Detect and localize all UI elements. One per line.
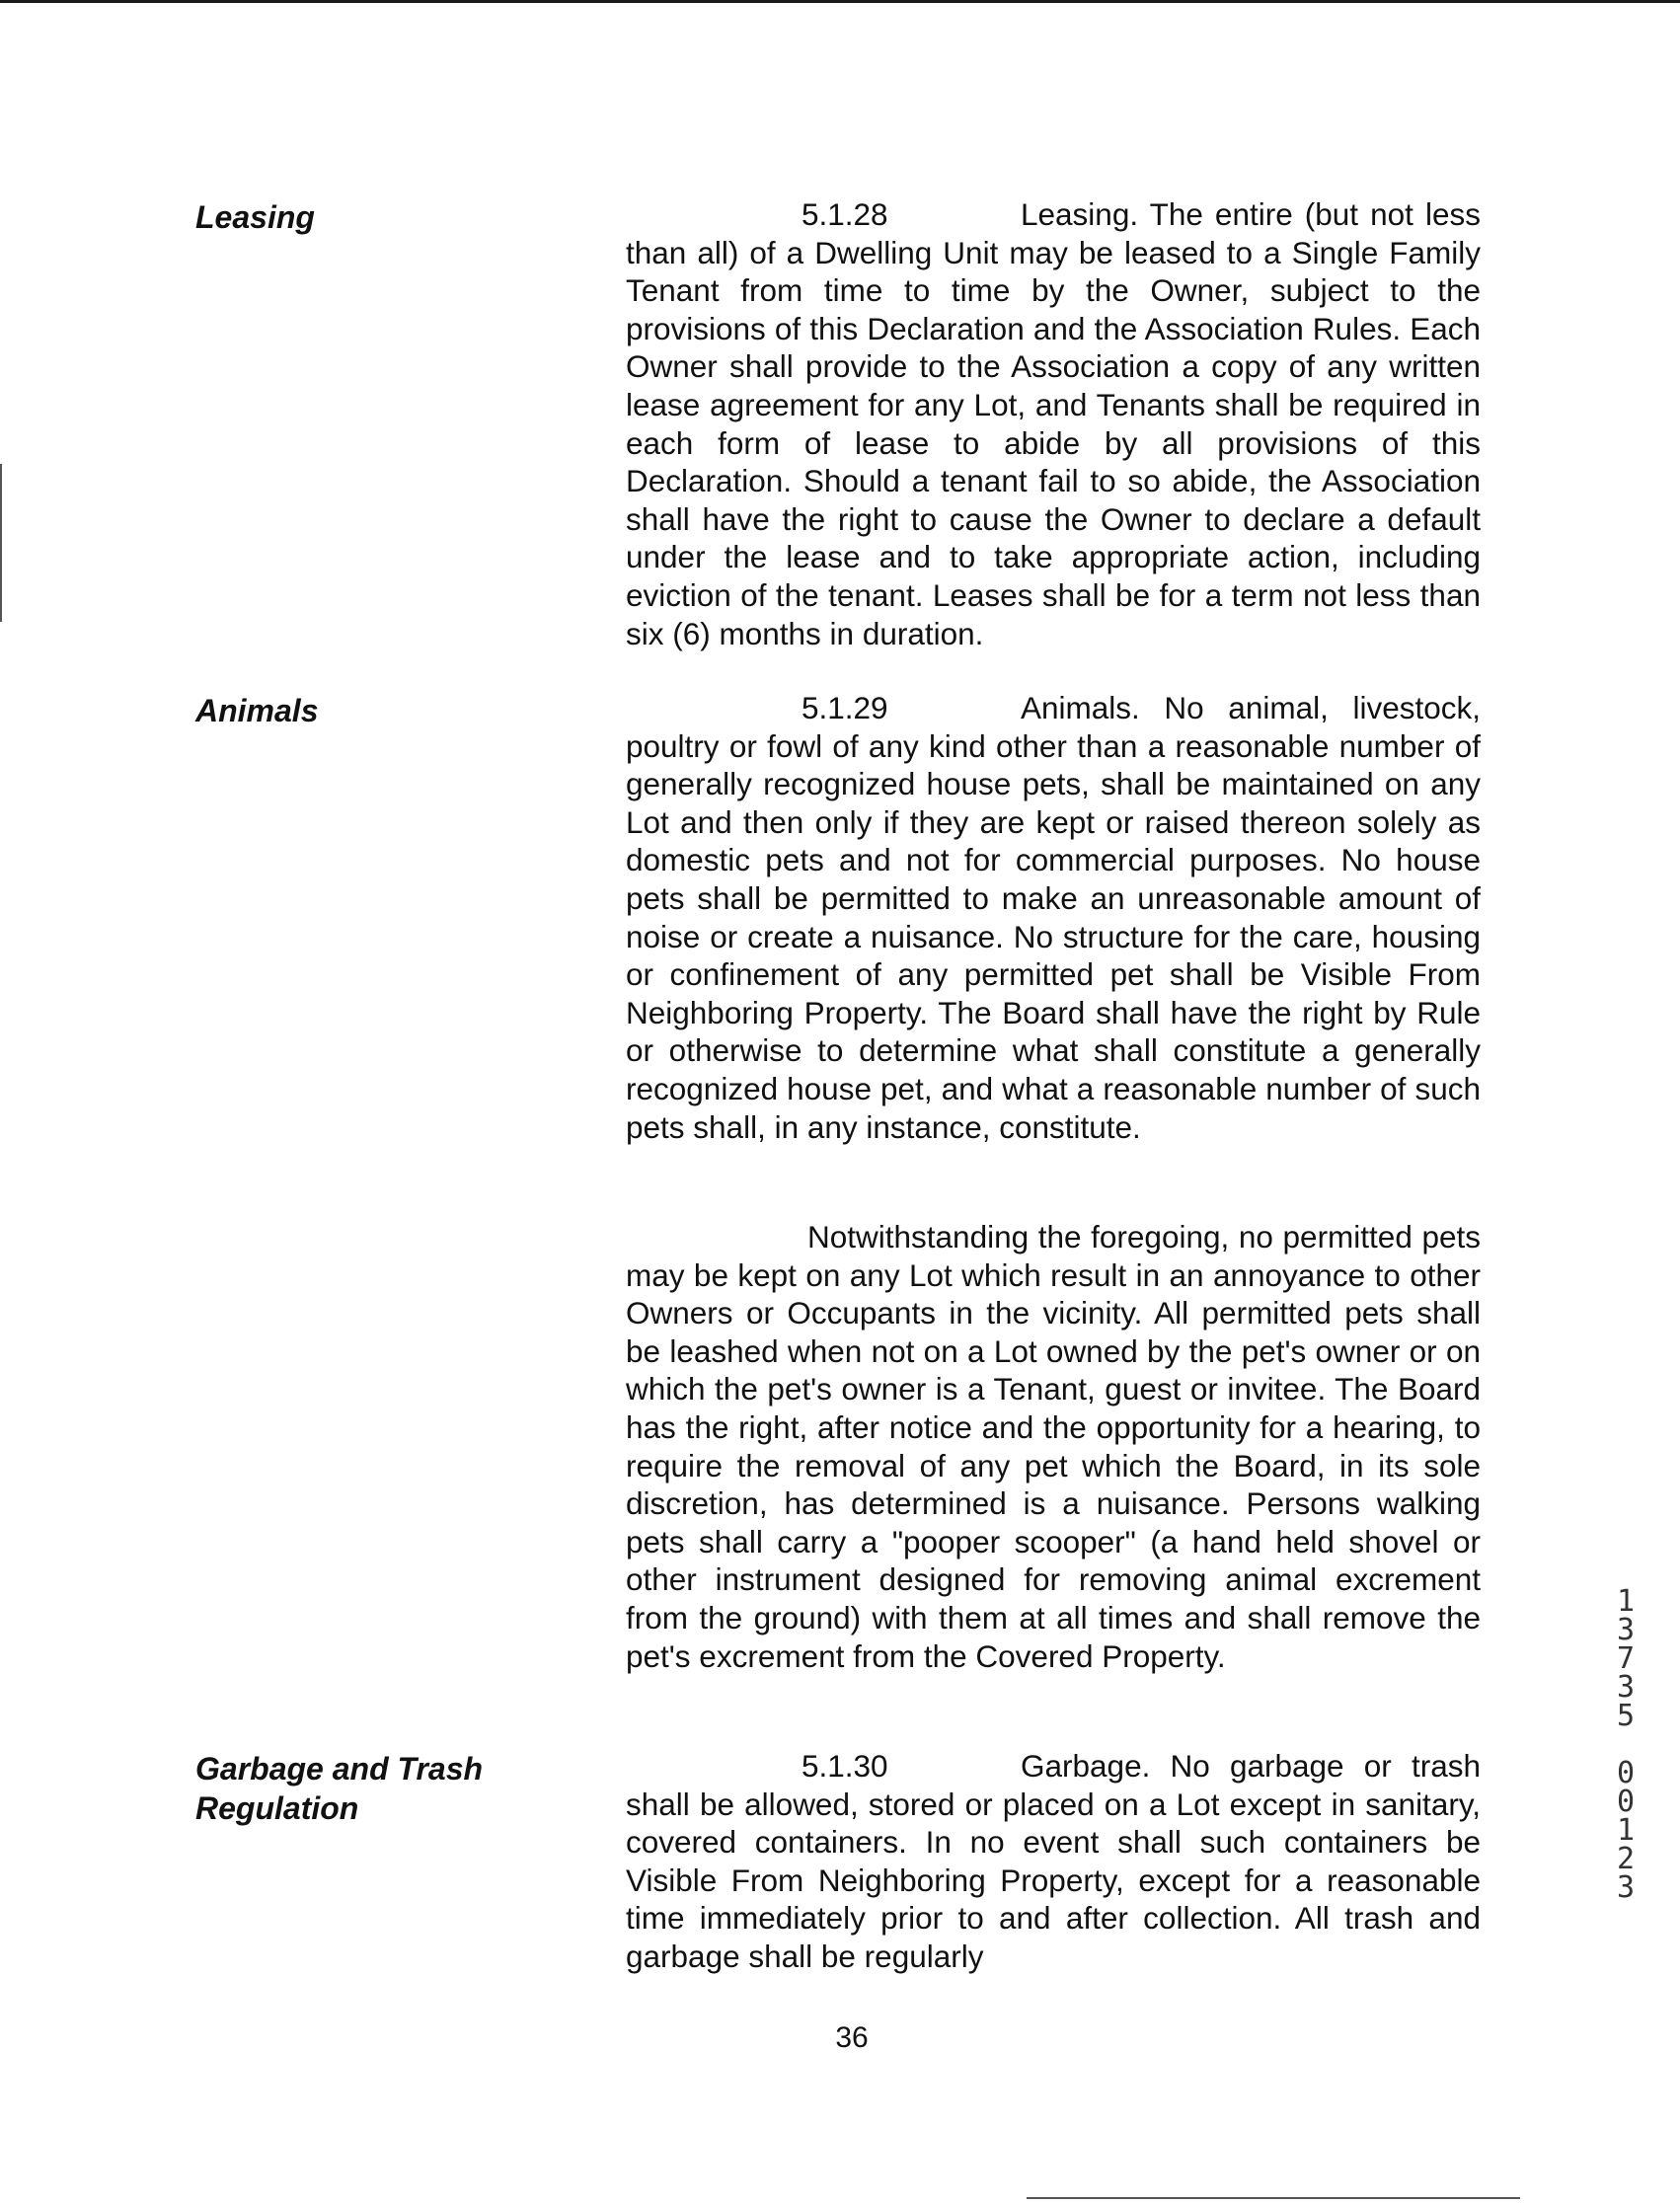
- section-number-5-1-29: 5.1.29: [802, 690, 888, 725]
- recording-stamp: [1613, 1584, 1639, 1905]
- section-text-leasing: Leasing. The entire (but not less than all) of a Dwelling Unit may be leased to a Single Family Tenant from time to time by the Owner, subject to the provisions of this Declaration and the Association Rules. Each Owner shall provide to the Association a copy of any written lease agreement for any Lot, and Tenants shall be required in each form of lease to abide by all provisions of this Declaration. Should a tenant fail to so abide, the Association shall have the right to cause the Owner to declare a default under the lease and to take appropriate action, including eviction of the tenant. Leases shall be for a term not less than six (6) months in duration.: [626, 196, 1481, 651]
- section-number-5-1-28: 5.1.28: [802, 196, 888, 232]
- section-text-animals-continuation: Notwithstanding the foregoing, no permitted pets may be kept on any Lot which result in an annoyance to other Owners or Occupants in the vicinity. All permitted pets shall be leashed when not on a Lot owned by the pet's owner or on which the pet's owner is a Tenant, guest or invitee. The Board has the right, after notice and the opportunity for a hearing, to require the removal of any pet which the Board, in its sole discretion, has determined is a nuisance. Persons walking pets shall carry a "pooper scooper" (a hand held shovel or other instrument designed for removing animal excrement from the ground) with them at all times and shall remove the pet's excrement from the Covered Property.: [626, 1219, 1481, 1674]
- scan-border-left: [0, 464, 2, 622]
- page-number: 36: [835, 2021, 869, 2054]
- heading-animals: Animals: [195, 693, 319, 728]
- section-text-garbage: Garbage. No garbage or trash shall be allowed, stored or placed on a Lot except in sanitary, covered containers. In no event shall such containers be Visible From Neighboring Property, except for a reasonable time immediately prior to and after collection. All trash and garbage shall be regularly: [626, 1748, 1481, 1974]
- scan-border-bottom: [1027, 2197, 1520, 2199]
- paragraph-animals: [626, 689, 1481, 1146]
- heading-garbage-line-1: Garbage and Trash: [195, 1751, 484, 1787]
- section-number-5-1-30: 5.1.30: [802, 1748, 888, 1784]
- paragraph-leasing: [626, 195, 1481, 652]
- section-text-animals: Animals. No animal, livestock, poultry or fowl of any kind other than a reasonable number of generally recognized house pets, shall be maintained on any Lot and then only if they are kept or raised thereon solely as domestic pets and not for commercial purposes. No house pets shall be permitted to make an unreasonable amount of noise or create a nuisance. No structure for the care, housing or confinement of any permitted pet shall be Visible From Neighboring Property. The Board shall have the right by Rule or otherwise to determine what shall constitute a generally recognized house pet, and what a reasonable number of such pets shall, in any instance, constitute.: [626, 690, 1481, 1145]
- scan-border-top: [0, 0, 1680, 3]
- heading-garbage-and-trash-regulation: [195, 1749, 571, 1828]
- recording-stamp-text: 1 3 7 3 5 0 0 1 2 3: [1616, 1584, 1636, 1905]
- paragraph-animals-continuation: [626, 1218, 1481, 1675]
- paragraph-garbage: [626, 1747, 1481, 1976]
- heading-leasing: Leasing: [195, 199, 315, 235]
- heading-garbage-line-2: Regulation: [195, 1790, 359, 1826]
